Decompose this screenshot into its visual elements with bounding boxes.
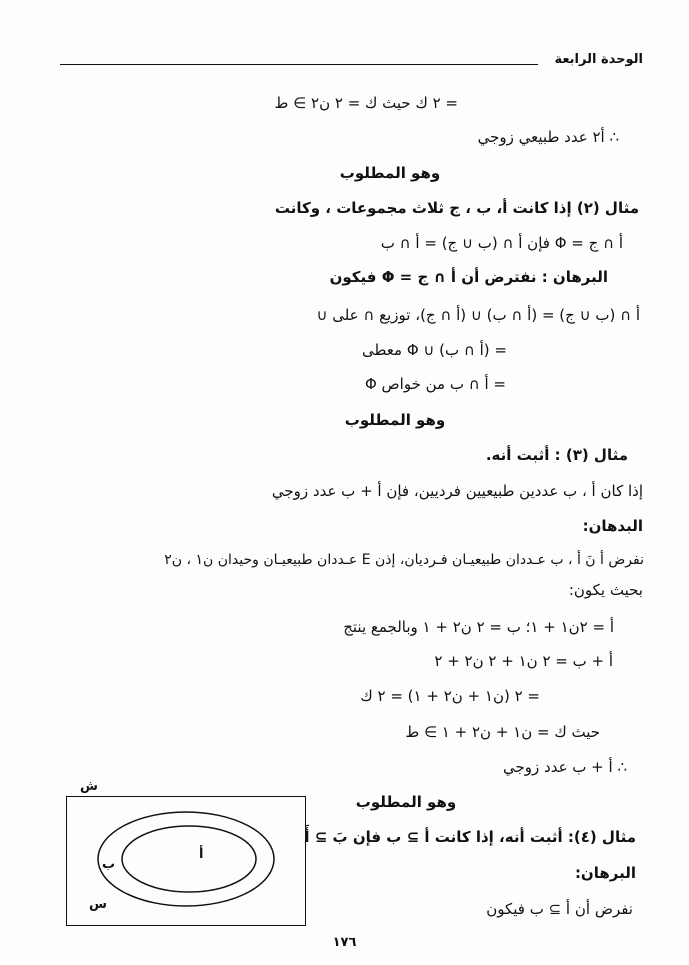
text-line: = ٢ ك حيث ك = ٢ ن٢ ∋ ط [274, 94, 458, 112]
proof-heading: البرهان : نفترض أن أ ∩ ج = Φ فيكون [329, 268, 608, 286]
header-rule [60, 64, 538, 65]
proof-heading: البدهان: [582, 517, 643, 535]
math-line: حيث ك = ن١ + ن٢ + ١ ∋ ط [405, 723, 600, 741]
math-line: = أ ∩ ب من خواص Φ [364, 375, 506, 393]
corner-label: س [89, 897, 107, 912]
inner-set-label: أ [199, 847, 204, 862]
inner-set-ellipse [122, 826, 256, 892]
proof-heading: البرهان: [574, 864, 636, 882]
text-line: نفرض أن أ ⊇ ب فيكون [486, 900, 633, 918]
example-heading: مثال (٢) إذا كانت أ، ب ، ج ثلاث مجموعات ، وكانت [274, 199, 639, 217]
example-heading: مثال (٣) : أثبت أنه. [485, 446, 628, 464]
venn-diagram [66, 796, 306, 926]
math-line: = ٢ (ن١ + ن٢ + ١) = ٢ ك [360, 687, 540, 705]
text-line: ∴ أ٢ عدد طبيعي زوجي [477, 128, 619, 146]
text-line: إذا كان أ ، ب عددين طبيعيين فرديين، فإن أ + ب عدد زوجي [271, 482, 643, 500]
text-line: بحيث يكون: [568, 581, 643, 599]
chapter-title: الوحدة الرابعة [554, 52, 643, 67]
math-line: أ + ب = ٢ ن١ + ٢ ن٢ + ٢ [434, 652, 613, 670]
text-line: نفرض أ نَ أ ، ب عـددان طبيعيـان فـرديان، إذن E عـددان طبيعيـان وحيدان ن١ ، ن٢ [164, 552, 644, 568]
text-line: ∴ أ + ب عدد زوجي [502, 758, 627, 776]
math-line: = (أ ∩ ب) ∪ Φ معطى [361, 341, 507, 359]
universe-label: ش [80, 779, 98, 794]
page-number: ١٧٦ [332, 935, 357, 950]
math-line: أ ∩ (ب ∪ ج) = (أ ∩ ب) ∪ (أ ∩ ج)، توزيع ∩ على ∪ [316, 306, 640, 324]
example-heading: مثال (٤): أثبت أنه، إذا كانت أ ⊇ ب فإن بَ ⊇ أَ [304, 828, 636, 846]
conclusion-line: وهو المطلوب [344, 411, 446, 429]
conclusion-line: وهو المطلوب [339, 164, 441, 182]
math-line: أ = ٢ن١ + ١؛ ب = ٢ ن٢ + ١ وبالجمع ينتج [343, 618, 614, 636]
outer-set-label: ب [102, 857, 116, 872]
text-line: أ ∩ ج = Φ فإن أ ∩ (ب ∪ ج) = أ ∩ ب [380, 234, 623, 252]
conclusion-line: وهو المطلوب [355, 793, 457, 811]
